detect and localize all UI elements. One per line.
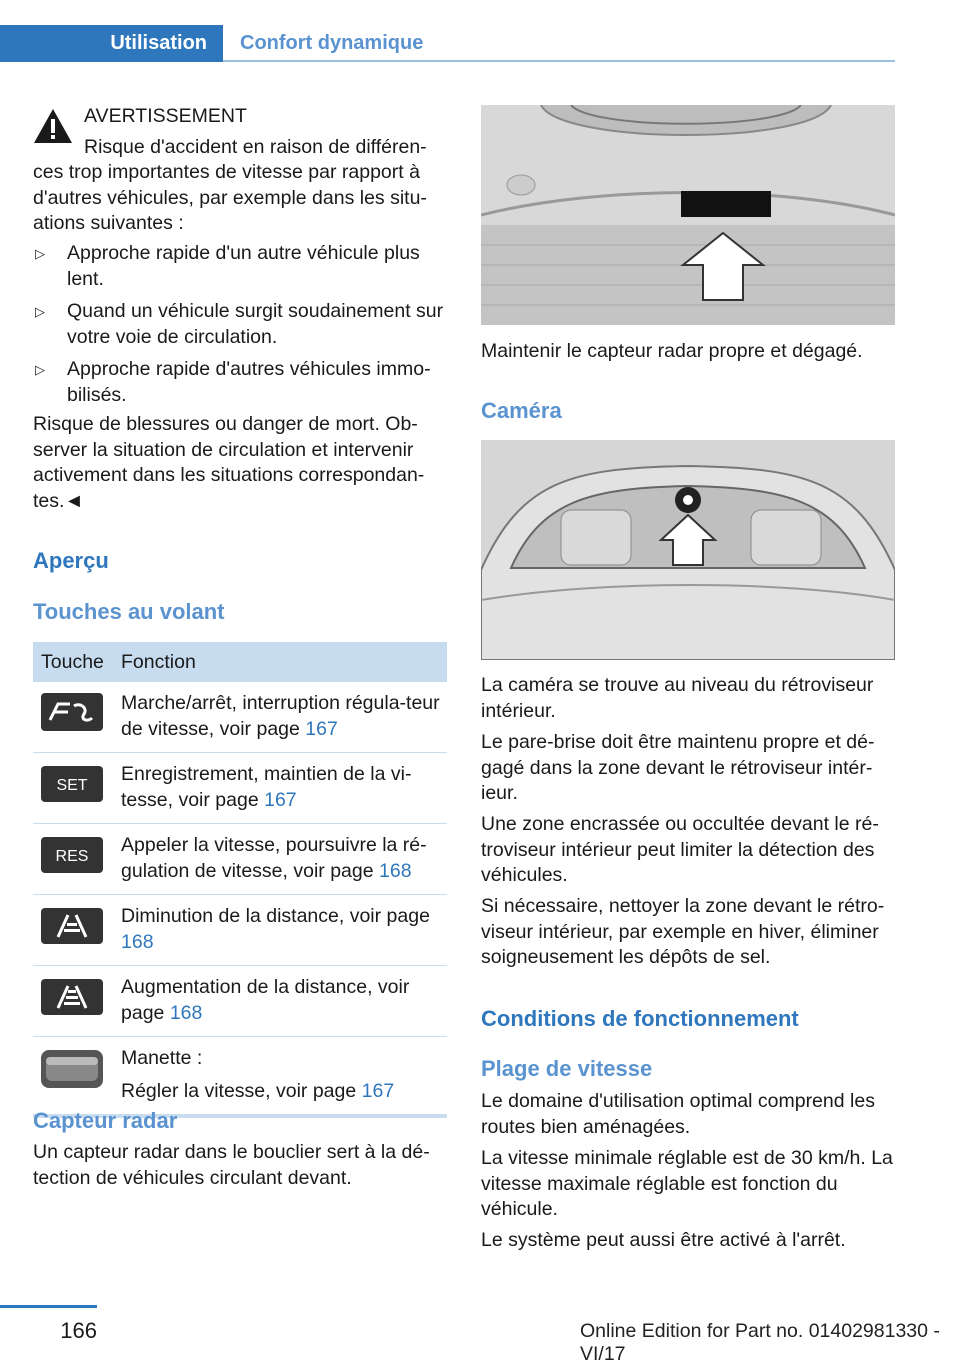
section-heading-conditions: Conditions de fonctionnement: [481, 1006, 799, 1031]
table-row: [33, 895, 447, 966]
conditions-paragraph-3: Le système peut aussi être activé à l'arrêt.: [481, 1229, 846, 1251]
warning-intro-line1: Risque d'accident en raison de différen-: [84, 136, 427, 158]
table-row: [33, 966, 447, 1037]
page-link[interactable]: 167: [305, 717, 338, 740]
tab-utilisation[interactable]: [0, 25, 223, 62]
radar-caption: Maintenir le capteur radar propre et dégagé.: [481, 340, 863, 362]
warning-bullet-list: [33, 241, 448, 415]
camera-paragraph-4: Si nécessaire, nettoyer la zone devant le rétro-viseur intérieur, par exemple en hiver, éliminer soigneusement les dépôts de sel.: [481, 895, 885, 968]
subheading-plage-vitesse: Plage de vitesse: [481, 1056, 653, 1081]
table-row: [33, 753, 447, 824]
set-label: SET: [56, 777, 88, 794]
table-header: [33, 642, 447, 682]
rocker-switch-icon: [40, 1049, 104, 1089]
radar-text: Un capteur radar dans le bouclier sert à la dé-tection de véhicules circulant devant.: [33, 1141, 430, 1189]
column-header-touche: Touche: [41, 650, 104, 673]
camera-paragraph-3: Une zone encrassée ou occultée devant le ré-troviseur intérieur peut limiter la détection des véhicules.: [481, 813, 879, 886]
list-item: [33, 299, 448, 350]
bullet-text: Approche rapide d'autres véhicules immo-bilisés.: [67, 358, 431, 406]
list-item: [33, 241, 448, 292]
page-link[interactable]: 168: [121, 930, 154, 953]
distance-increase-icon: [40, 978, 104, 1016]
row-text: Régler la vitesse, voir page: [121, 1079, 362, 1102]
row-text: Diminution de la distance, voir page: [121, 905, 430, 927]
column-header-fonction: Fonction: [121, 650, 196, 673]
page-number: 166: [60, 1318, 97, 1343]
page-link[interactable]: 167: [361, 1079, 395, 1102]
tab-utilisation-label: Utilisation: [110, 32, 207, 54]
triangle-bullet-icon: ▷: [35, 246, 45, 261]
bullet-text: Quand un véhicule surgit soudainement sur votre voie de circulation.: [67, 300, 444, 348]
tab-confort-dynamique[interactable]: [223, 25, 895, 62]
row-text: Marche/arrêt, interruption régula-teur de vitesse, voir page: [121, 692, 440, 740]
conditions-paragraph-2: La vitesse minimale réglable est de 30 km/h. La vitesse maximale réglable est fonction du véhicule.: [481, 1147, 893, 1220]
subheading-capteur-radar: Capteur radar: [33, 1108, 178, 1133]
table-row: [33, 824, 447, 895]
rear-window-illustration: [481, 440, 895, 660]
camera-paragraph-2: Le pare-brise doit être maintenu propre et dé-gagé dans la zone devant le rétroviseur intér-ieur.: [481, 731, 875, 804]
subheading-camera: Caméra: [481, 398, 562, 423]
cruise-control-onoff-icon: [40, 692, 104, 732]
row-text: Appeler la vitesse, poursuivre la ré-gulation de vitesse, voir page: [121, 834, 427, 882]
radar-sensor-image: [481, 105, 895, 325]
camera-image: [481, 440, 895, 660]
res-label: RES: [55, 848, 89, 865]
table-row: [33, 682, 447, 753]
car-bumper-illustration: [481, 105, 895, 325]
warning-title: AVERTISSEMENT: [84, 105, 247, 127]
edition-note: Online Edition for Part no. 01402981330 - VI/17: [580, 1320, 940, 1365]
warning-icon: [33, 108, 73, 144]
triangle-bullet-icon: ▷: [35, 362, 45, 377]
camera-paragraph-1: La caméra se trouve au niveau du rétroviseur intérieur.: [481, 674, 874, 722]
row-text-line1: Manette :: [121, 1047, 203, 1069]
set-button-icon: [40, 765, 104, 803]
row-text: Augmentation de la distance, voir page: [121, 976, 410, 1024]
row-text: Enregistrement, maintien de la vi-tesse, voir page: [121, 763, 412, 811]
page-link[interactable]: 167: [264, 788, 297, 811]
footer-divider: [0, 1305, 97, 1308]
buttons-table: [33, 642, 447, 1118]
subheading-touches-volant: Touches au volant: [33, 599, 225, 624]
table-row: [33, 1037, 447, 1114]
warning-intro-rest: ces trop importantes de vitesse par rapport à d'autres véhicules, par exemple dans les situ-ations suivantes :: [33, 161, 427, 234]
conditions-paragraph-1: Le domaine d'utilisation optimal comprend les routes bien aménagées.: [481, 1090, 875, 1138]
header-divider: [223, 60, 895, 62]
warning-closing: Risque de blessures ou danger de mort. Ob-server la situation de circulation et intervenir activement dans les situations correspondan-tes.◄: [33, 413, 425, 512]
section-heading-apercu: Aperçu: [33, 548, 109, 573]
tab-confort-label: Confort dynamique: [240, 32, 424, 54]
triangle-bullet-icon: ▷: [35, 304, 45, 319]
list-item: [33, 357, 448, 408]
distance-decrease-icon: [40, 907, 104, 945]
page-link[interactable]: 168: [169, 1001, 203, 1024]
page-link[interactable]: 168: [379, 859, 412, 882]
res-button-icon: [40, 836, 104, 874]
bullet-text: Approche rapide d'un autre véhicule plus lent.: [67, 242, 420, 290]
